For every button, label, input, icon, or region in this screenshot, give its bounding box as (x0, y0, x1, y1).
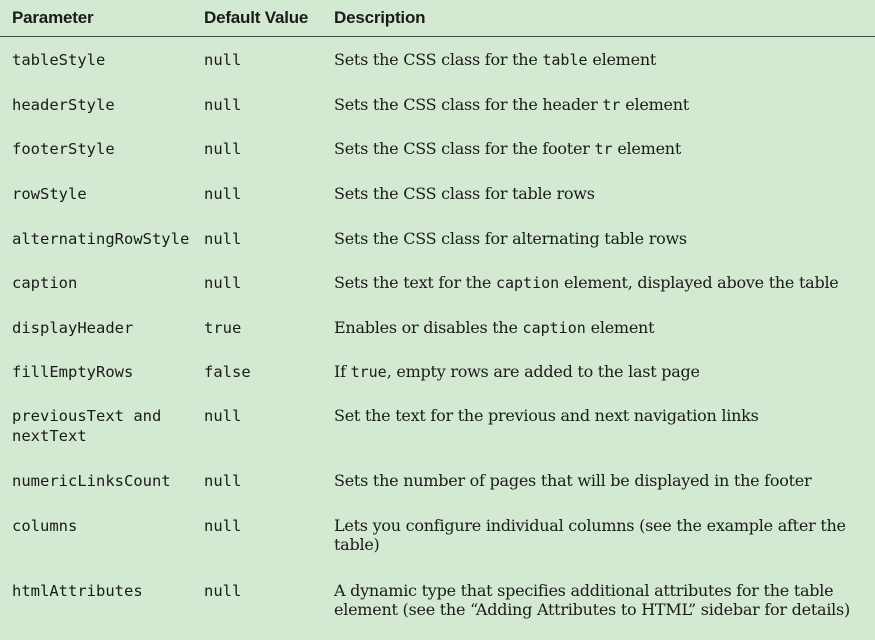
description (334, 471, 864, 490)
description-code: true (350, 363, 387, 381)
parameter-name: displayHeader (12, 319, 134, 337)
description-text: , empty rows are added to the last page (386, 362, 700, 381)
description-text: Lets you configure individual columns (see the example after the table) (334, 516, 846, 554)
default-value: null (204, 582, 242, 600)
parameter-name: htmlAttributes (12, 582, 143, 600)
description (334, 273, 864, 293)
description (334, 229, 864, 248)
description-text: Sets the CSS class for the footer (334, 139, 595, 158)
default-value: null (204, 51, 242, 69)
description (334, 50, 864, 70)
default-value: true (204, 319, 242, 337)
parameter-name: previousText and nextText (12, 407, 162, 445)
parameter-name: fillEmptyRows (12, 363, 134, 381)
table-header (0, 0, 875, 37)
parameter-name: tableStyle (12, 51, 106, 69)
description-text: element (585, 318, 655, 337)
description (334, 362, 864, 382)
description (334, 581, 864, 619)
default-value: false (204, 363, 251, 381)
description (334, 184, 864, 203)
description-text: Sets the CSS class for the header (334, 95, 603, 114)
parameter-name: caption (12, 274, 78, 292)
header-parameter: Parameter (12, 8, 94, 27)
default-value: null (204, 517, 242, 535)
description-text: element (620, 95, 689, 114)
parameter-name: columns (12, 517, 78, 535)
description (334, 406, 864, 425)
default-value: null (204, 407, 242, 425)
description (334, 139, 864, 159)
description-text: Sets the number of pages that will be displayed in the footer (334, 471, 812, 490)
description-text: element (587, 50, 657, 69)
description-code: tr (602, 96, 621, 114)
description-code: caption (495, 274, 560, 292)
description-text: A dynamic type that specifies additional attributes for the table element (see the “Adding Attributes to HTML” sidebar for details) (334, 581, 850, 619)
description-text: Enables or disables the (334, 318, 523, 337)
description-text: Set the text for the previous and next navigation links (334, 406, 759, 425)
description (334, 516, 864, 554)
parameter-name: headerStyle (12, 96, 115, 114)
parameter-name: rowStyle (12, 185, 87, 203)
description-text: Sets the text for the (334, 273, 496, 292)
description (334, 95, 864, 115)
default-value: null (204, 472, 242, 490)
default-value: null (204, 274, 242, 292)
description-code: tr (594, 140, 613, 158)
description-text: If (334, 362, 351, 381)
description-text: Sets the CSS class for the (334, 50, 543, 69)
default-value: null (204, 230, 242, 248)
parameter-name: footerStyle (12, 140, 115, 158)
description-text: Sets the CSS class for alternating table rows (334, 229, 687, 248)
header-description: Description (334, 8, 426, 27)
parameter-name: numericLinksCount (12, 472, 171, 490)
header-default-value: Default Value (204, 8, 309, 27)
description-text: element (612, 139, 682, 158)
description (334, 318, 864, 338)
default-value: null (204, 96, 242, 114)
parameter-name: alternatingRowStyle (12, 230, 190, 248)
description-code: table (542, 51, 588, 69)
default-value: null (204, 140, 242, 158)
default-value: null (204, 185, 242, 203)
description-text: Sets the CSS class for table rows (334, 184, 595, 203)
description-code: caption (522, 319, 586, 337)
description-text: element, displayed above the table (559, 273, 839, 292)
